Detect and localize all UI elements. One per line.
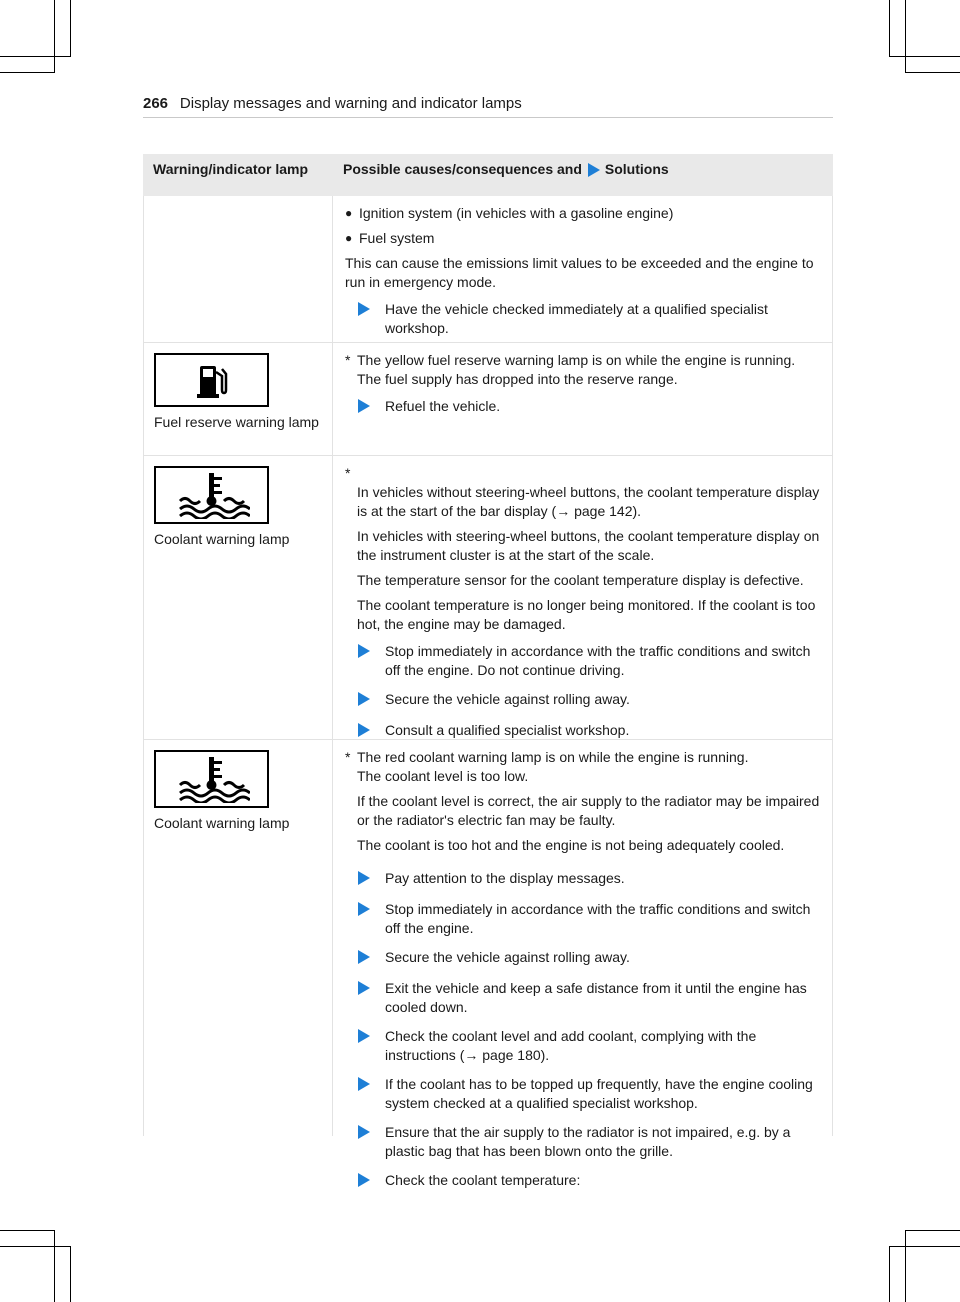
fuel-pump-icon bbox=[192, 360, 232, 400]
action-step bbox=[345, 900, 824, 938]
column-header-solutions-text: Solutions bbox=[604, 161, 669, 177]
body-text: The red coolant warning lamp is on while the engine is running. bbox=[357, 749, 749, 765]
action-text: Refuel the vehicle. bbox=[385, 398, 501, 414]
crop-mark bbox=[54, 1230, 55, 1302]
action-step bbox=[345, 979, 824, 1017]
play-triangle-icon bbox=[357, 950, 371, 964]
crop-mark bbox=[889, 0, 890, 56]
table-header bbox=[143, 154, 833, 196]
action-text: Check the coolant temperature: bbox=[385, 1172, 581, 1188]
coolant-temperature-icon bbox=[174, 755, 250, 803]
body-text: In vehicles without steering-wheel buttons, the coolant temperature display is at the start of the bar display (→ page 142). bbox=[357, 484, 820, 519]
body-text: The yellow fuel reserve warning lamp is on while the engine is running. bbox=[357, 352, 796, 368]
causes-cell bbox=[333, 740, 833, 1188]
action-step bbox=[345, 690, 824, 711]
crop-mark bbox=[70, 0, 71, 56]
column-header-causes-text: Possible causes/consequences and bbox=[343, 161, 582, 177]
action-text: Secure the vehicle against rolling away. bbox=[385, 691, 630, 707]
crop-mark bbox=[0, 56, 71, 57]
action-text: If the coolant has to be topped up frequently, have the engine cooling system checked at a qualified specialist workshop. bbox=[385, 1076, 813, 1111]
action-step bbox=[345, 642, 824, 680]
causes-cell bbox=[333, 196, 833, 342]
play-triangle-icon bbox=[357, 871, 371, 885]
action-text: Have the vehicle checked immediately at a qualified specialist workshop. bbox=[385, 301, 768, 336]
page-number: 266 bbox=[143, 95, 169, 112]
action-text: Secure the vehicle against rolling away. bbox=[385, 949, 630, 965]
play-triangle-icon bbox=[357, 1029, 371, 1043]
crop-mark bbox=[0, 1230, 55, 1231]
conditional-note bbox=[345, 748, 824, 861]
action-text: Stop immediately in accordance with the traffic conditions and switch off the engine. Do not continue driving. bbox=[385, 643, 811, 678]
play-triangle-icon bbox=[357, 644, 371, 658]
list-item bbox=[345, 204, 824, 223]
lamp-cell bbox=[143, 456, 333, 739]
lamp-cell bbox=[143, 196, 333, 342]
play-triangle-icon bbox=[357, 1173, 371, 1187]
column-header-causes bbox=[333, 154, 833, 196]
play-triangle-icon bbox=[357, 302, 371, 316]
crop-mark bbox=[905, 0, 906, 72]
body-text: The coolant level is too low. bbox=[357, 768, 529, 784]
body-text: The fuel supply has dropped into the reserve range. bbox=[357, 371, 678, 387]
coolant-lamp-symbol bbox=[154, 750, 269, 808]
action-step bbox=[345, 721, 824, 742]
conditional-note bbox=[345, 351, 824, 389]
action-text: Stop immediately in accordance with the traffic conditions and switch off the engine. bbox=[385, 901, 811, 936]
page-header bbox=[143, 94, 833, 118]
crop-mark bbox=[0, 72, 55, 73]
body-text: The coolant temperature is no longer being monitored. If the coolant is too hot, the engine may be damaged. bbox=[357, 597, 816, 632]
fuel-lamp-symbol bbox=[154, 353, 269, 407]
play-triangle-icon bbox=[357, 902, 371, 916]
crop-mark bbox=[70, 1246, 71, 1302]
crop-mark bbox=[905, 1230, 960, 1231]
play-triangle-icon bbox=[357, 981, 371, 995]
body-text: In vehicles with steering-wheel buttons, the coolant temperature display on the instrument cluster is at the start of the scale. bbox=[357, 528, 820, 563]
crop-mark bbox=[54, 0, 55, 72]
coolant-lamp-symbol bbox=[154, 466, 269, 524]
asterisk-marker: * bbox=[345, 465, 351, 481]
causes-cell bbox=[333, 343, 833, 455]
table-row bbox=[143, 740, 833, 1188]
crop-mark bbox=[889, 1246, 890, 1302]
bullet-dot-icon: ● bbox=[345, 206, 353, 220]
warning-lamp-table bbox=[143, 154, 833, 1188]
play-triangle-icon bbox=[357, 399, 371, 413]
action-step bbox=[345, 1027, 824, 1065]
action-step bbox=[345, 948, 824, 969]
body-text: If the coolant level is correct, the air supply to the radiator may be impaired or the radiator's electric fan may be faulty. bbox=[357, 793, 820, 828]
crop-mark bbox=[905, 1230, 906, 1302]
page-title: Display messages and warning and indicator lamps bbox=[179, 95, 522, 112]
lamp-name: Fuel reserve warning lamp bbox=[154, 414, 319, 430]
bullet-dot-icon: ● bbox=[345, 231, 353, 245]
coolant-temperature-icon bbox=[174, 471, 250, 519]
play-triangle-icon bbox=[357, 692, 371, 706]
play-triangle-icon bbox=[587, 163, 601, 177]
play-triangle-icon bbox=[357, 1077, 371, 1091]
action-step bbox=[345, 1075, 824, 1113]
body-text: The coolant is too hot and the engine is not being adequately cooled. bbox=[357, 837, 785, 853]
body-text: This can cause the emissions limit values to be exceeded and the engine to run in emergency mode. bbox=[345, 255, 814, 290]
action-text: Ensure that the air supply to the radiator is not impaired, e.g. by a plastic bag that has been blown onto the grille. bbox=[385, 1124, 791, 1159]
table-row bbox=[143, 343, 833, 456]
play-triangle-icon bbox=[357, 1125, 371, 1139]
crop-mark bbox=[905, 72, 960, 73]
bullet-text: Ignition system (in vehicles with a gasoline engine) bbox=[359, 205, 674, 221]
action-step bbox=[345, 300, 824, 338]
action-text: Consult a qualified specialist workshop. bbox=[385, 722, 630, 738]
crop-mark bbox=[889, 56, 960, 57]
action-text: Pay attention to the display messages. bbox=[385, 870, 625, 886]
lamp-cell bbox=[143, 343, 333, 455]
action-text: Check the coolant level and add coolant, complying with the instructions (→ page 180). bbox=[385, 1028, 757, 1063]
table-row bbox=[143, 196, 833, 343]
play-triangle-icon bbox=[357, 723, 371, 737]
causes-cell bbox=[333, 456, 833, 739]
header-divider bbox=[143, 117, 833, 118]
body-text: The temperature sensor for the coolant temperature display is defective. bbox=[357, 572, 804, 588]
list-item bbox=[345, 229, 824, 248]
column-header-lamp: Warning/indicator lamp bbox=[153, 161, 309, 177]
lamp-cell bbox=[143, 740, 333, 1136]
crop-mark bbox=[889, 1246, 960, 1247]
crop-mark bbox=[0, 1246, 71, 1247]
bullet-text: Fuel system bbox=[359, 230, 435, 246]
table-row bbox=[143, 456, 833, 740]
action-text: Exit the vehicle and keep a safe distance from it until the engine has cooled down. bbox=[385, 980, 807, 1015]
action-step bbox=[345, 397, 824, 418]
action-step bbox=[345, 1171, 824, 1192]
asterisk-marker: * bbox=[345, 749, 351, 765]
lamp-name: Coolant warning lamp bbox=[154, 531, 290, 547]
lamp-name: Coolant warning lamp bbox=[154, 815, 290, 831]
asterisk-marker: * bbox=[345, 352, 351, 368]
action-step bbox=[345, 869, 824, 890]
action-step bbox=[345, 1123, 824, 1161]
